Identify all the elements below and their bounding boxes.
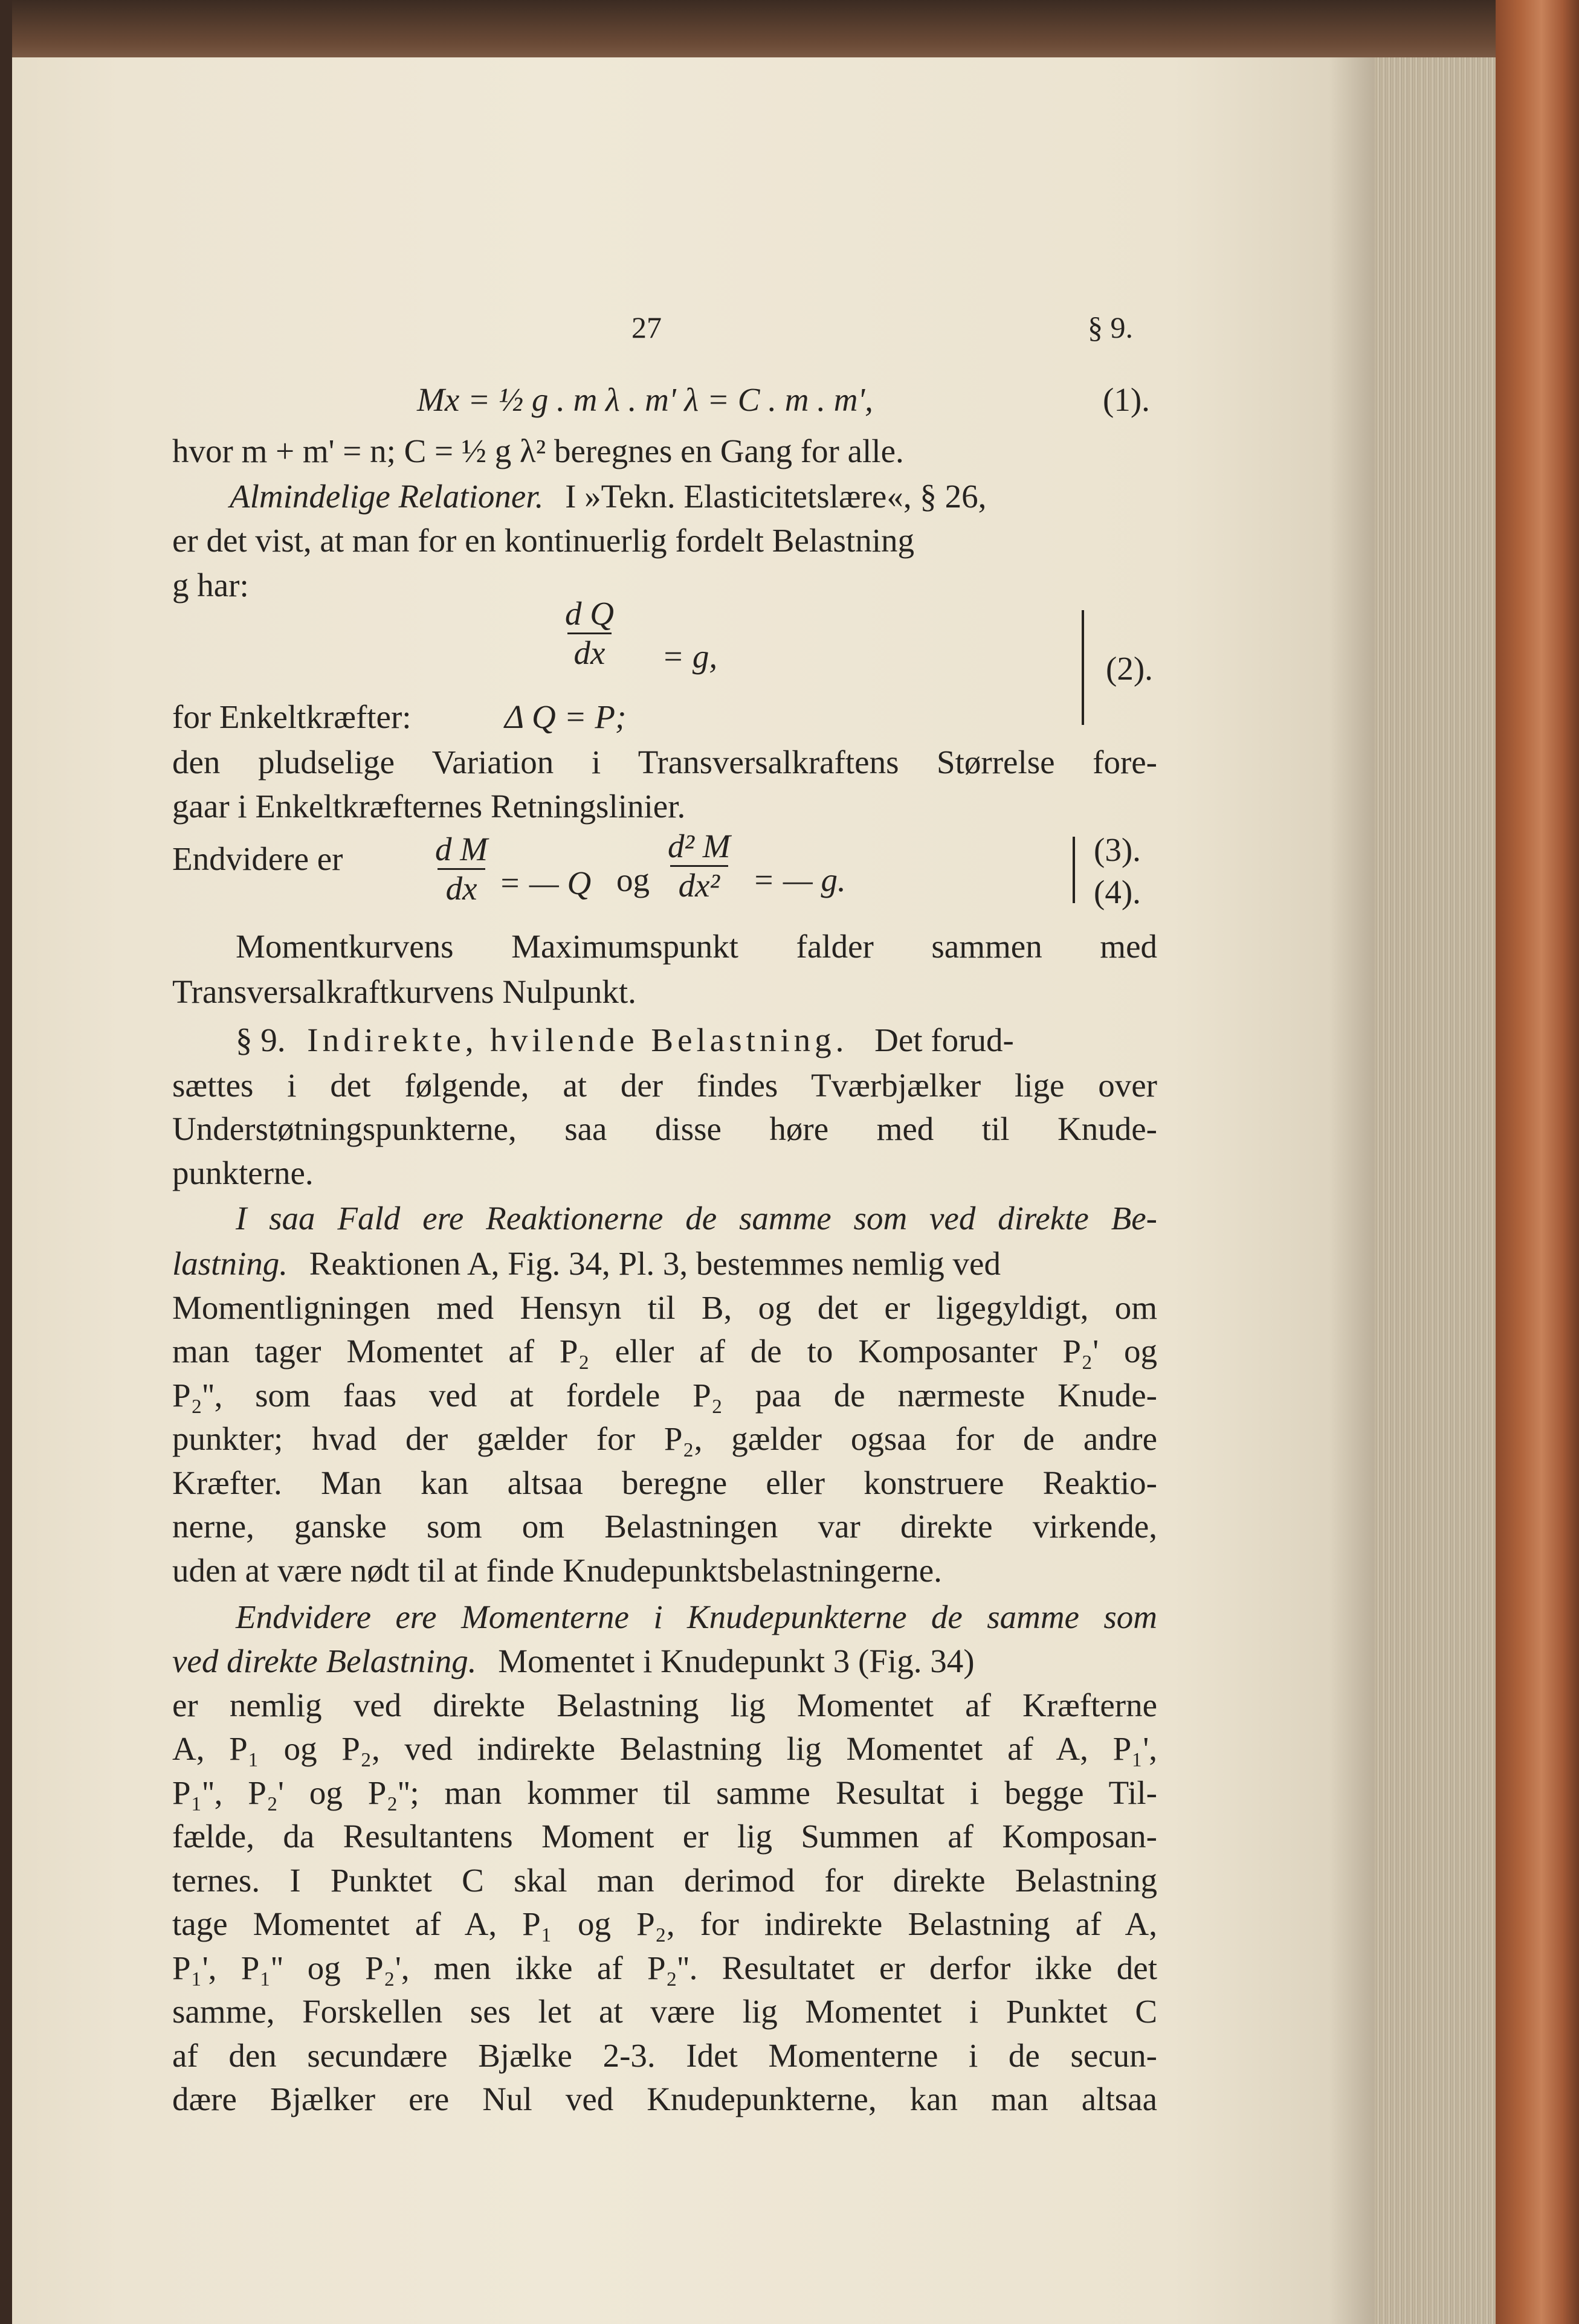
text-line: er nemlig ved direkte Belastning lig Momentet af Kræfterne <box>172 1687 1157 1724</box>
fraction-numerator: d M <box>435 831 488 867</box>
text-fragment: Det forud- <box>874 1022 1014 1058</box>
text-line: fælde, da Resultantens Moment er lig Summen af Komposan- <box>172 1818 1157 1855</box>
text-line: g har: <box>172 567 249 604</box>
equation-4-fraction <box>668 828 731 904</box>
text-line <box>172 1241 1001 1286</box>
text-line: nerne, ganske som om Belastningen var direkte virkende, <box>172 1508 1157 1545</box>
italic-fragment: ved direkte Belastning. <box>172 1643 477 1679</box>
text-line <box>172 1639 975 1684</box>
text-line: A, P₁ og P₂, ved indirekte Belastning lig Momentet af A, P₁', <box>172 1730 1157 1767</box>
text-line: P₂'', som faas ved at fordele P₂ paa de nærmeste Knude- <box>172 1377 1157 1414</box>
page-number: 27 <box>631 311 662 344</box>
text-line: hvor m + m' = n; C = ½ g λ² beregnes en Gang for alle. <box>172 433 904 469</box>
text-line: samme, Forskellen ses let at være lig Momentet i Punktet C <box>172 1993 1157 2030</box>
page-shadow <box>1329 57 1378 2324</box>
equation-1: Mx = ½ g . m λ . m' λ = C . m . m', <box>417 381 873 418</box>
text-line: man tager Momentet af P₂ eller af de to Komposanter P₂' og <box>172 1333 1157 1370</box>
text-line: Momentkurvens Maximumspunkt falder sammen med <box>236 928 1157 965</box>
brace-line <box>1073 837 1075 903</box>
text-line: Endvidere ere Momenterne i Knudepunkterne de samme som <box>236 1598 1157 1635</box>
text-line: uden at være nødt til at finde Knudepunktsbelastningerne. <box>172 1552 942 1589</box>
text-line: P₁', P₁'' og P₂', men ikke af P₂''. Resultatet er derfor ikke det <box>172 1949 1157 1986</box>
fraction-numerator: d² M <box>668 828 731 864</box>
text-line: den pludselige Variation i Transversalkraftens Størrelse fore- <box>172 744 1157 781</box>
fraction-denominator: dx² <box>678 867 720 904</box>
equation-2-label: for Enkeltkræfter: <box>172 698 412 735</box>
equation-2-rhs: = g, <box>662 638 718 675</box>
equation-3-rhs: = — Q <box>499 864 592 901</box>
italic-heading: Almindelige Relationer. <box>230 478 544 515</box>
equation-2-number: (2). <box>1106 650 1153 687</box>
section-number: § 9. <box>236 1022 286 1058</box>
text-line: Momentligningen med Hensyn til B, og det er ligegyldigt, om <box>172 1289 1157 1326</box>
italic-fragment: lastning. <box>172 1245 288 1282</box>
text-line: Kræfter. Man kan altsaa beregne eller konstruere Reaktio- <box>172 1464 1157 1501</box>
equation-3-og: og <box>616 861 650 898</box>
fraction-numerator: d Q <box>565 595 614 632</box>
page-block-edges <box>1375 57 1496 2324</box>
text-line: punkterne. <box>172 1154 314 1191</box>
book-cover-edge <box>1496 0 1579 2324</box>
text-line: ternes. I Punktet C skal man derimod for direkte Belastning <box>172 1862 1157 1899</box>
equation-4-rhs: = — g. <box>752 861 846 898</box>
text-line: P₁'', P₂' og P₂''; man kommer til samme Resultat i begge Til- <box>172 1774 1157 1811</box>
text-line: gaar i Enkeltkræfternes Retningslinier. <box>172 788 686 825</box>
brace-line <box>1082 610 1084 725</box>
equation-3-number: (3). <box>1094 831 1141 868</box>
text-fragment: Momentet i Knudepunkt 3 (Fig. 34) <box>498 1643 975 1679</box>
scan-left-edge <box>0 0 12 2324</box>
text-fragment: I »Tekn. Elasticitetslære«, § 26, <box>565 478 987 515</box>
equation-2-bottom: Δ Q = P; <box>505 698 627 735</box>
text-line: Transversalkraftkurvens Nulpunkt. <box>172 973 636 1010</box>
text-fragment: Reaktionen A, Fig. 34, Pl. 3, bestemmes nemlig ved <box>309 1245 1001 1282</box>
text-line: er det vist, at man for en kontinuerlig fordelt Belastning <box>172 522 915 559</box>
text-line: dære Bjælker ere Nul ved Knudepunkterne, kan man altsaa <box>172 2081 1157 2117</box>
text-line <box>236 1018 1014 1063</box>
fraction-denominator: dx <box>573 634 605 671</box>
equation-3-fraction <box>435 831 488 907</box>
text-line: punkter; hvad der gælder for P₂, gælder ogsaa for de andre <box>172 1420 1157 1457</box>
section-marker: § 9. <box>1088 311 1133 344</box>
text-line: Understøtningspunkterne, saa disse høre med til Knude- <box>172 1110 1157 1147</box>
text-line: tage Momentet af A, P₁ og P₂, for indirekte Belastning af A, <box>172 1905 1157 1942</box>
equation-3-label: Endvidere er <box>172 840 343 877</box>
section-title: Indirekte, hvilende Belastning. <box>307 1022 848 1058</box>
text-line <box>230 474 986 519</box>
equation-2-fraction <box>565 595 614 672</box>
text-line: sættes i det følgende, at der findes Tværbjælker lige over <box>172 1067 1157 1104</box>
fraction-denominator: dx <box>445 870 477 907</box>
text-line: I saa Fald ere Reaktionerne de samme som ved direkte Be- <box>236 1200 1157 1237</box>
text-line: af den secundære Bjælke 2-3. Idet Momenterne i de secun- <box>172 2037 1157 2074</box>
equation-4-number: (4). <box>1094 874 1141 910</box>
equation-1-number: (1). <box>1103 381 1150 418</box>
